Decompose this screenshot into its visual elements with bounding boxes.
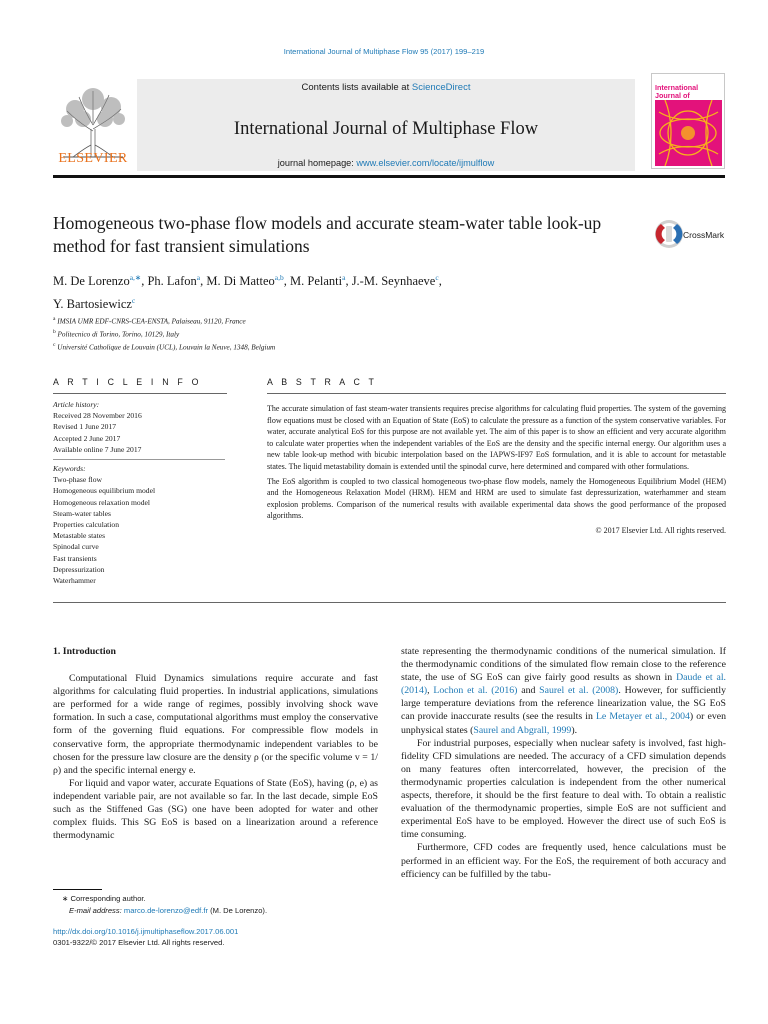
affiliation-text: IMSIA UMR EDF-CNRS-CEA-ENSTA, Palaiseau, 91120, France [57,317,246,326]
article-info-heading: A R T I C L E I N F O [53,377,202,387]
keyword-item: Steam-water tables [53,508,111,518]
author-list [53,268,653,314]
issn-copyright-line: 0301-9322/© 2017 Elsevier Ltd. All rights reserved. [53,938,225,947]
article-history-label: Article history: [53,400,100,409]
body-paragraph: For liquid and vapor water, accurate Equations of State (EoS), having (ρ, e) as independent variable pair, are not available so far. In the last decade, simple EoS such as the Stiffened Gas (SG) one have been adopted for water and other complex fluids. This SG EoS is based on a linearization around a reference thermodynamic [53,777,378,842]
email-label: E-mail address: [69,905,124,915]
paper-title: Homogeneous two-phase flow models and accurate steam-water table look-up method for fast transient simulations [53,213,602,256]
author-affiliation-mark[interactable]: a [342,273,346,282]
affiliation-list [53,314,653,354]
journal-title: International Journal of Multiphase Flow [233,119,539,139]
body-text: and [517,685,540,697]
journal-homepage-line [137,158,635,168]
abstract-paragraph: The EoS algorithm is coupled to two classical homogeneous two-phase flow models, namely the Homogeneous Equilibrium Model (HEM) and the Homogeneous Relaxation Model (HRM). HEM and HRM are used to simulate fast depressurization, waterhammer and steam explosion problems. Comparison of the numerical results with available experimental data shows the good performance of the proposed algorithms. [267,476,726,521]
affiliation-item [53,340,653,353]
masthead-divider [53,175,725,178]
journal-cover-thumbnail[interactable] [651,73,725,169]
history-item: Available online 7 June 2017 [53,444,142,454]
reference-link[interactable]: Saurel et al. (2008) [539,685,619,697]
reference-link[interactable]: Daude et al. (2014) [401,672,726,697]
article-info-divider [53,459,225,460]
body-column-right [401,645,726,881]
author-affiliation-mark[interactable]: a,b [274,273,284,282]
elsevier-wordmark: ELSEVIER [58,151,128,166]
body-paragraph [401,645,726,737]
body-paragraph: Computational Fluid Dynamics simulations require accurate and fast algorithms for calculating fluid properties. In industrial applications, simulations are performed for a wide range of regimes, possibly involving shock wave formation. In such a case, computational algorithms must employ the conservative form of the governing fluid equations. For compressible flow models in conservative form, the appropriate thermodynamic independent variables to be chosen for the pressure law closure are the density ρ (or the specific volume v = 1/ρ) and the specific internal energy e. [53,673,378,776]
crossmark-label[interactable]: CrossMark [683,230,725,240]
reference-link[interactable]: Le Metayer et al., 2004 [595,711,690,723]
journal-header-box [137,79,635,171]
author-name[interactable]: M. De Lorenzo [53,274,130,289]
affiliation-text: Politecnico di Torino, Torino, 10129, Italy [57,330,180,339]
journal-homepage-link[interactable]: www.elsevier.com/locate/ijmulflow [356,158,495,168]
author-affiliation-mark[interactable]: c [435,273,439,282]
keyword-item: Metastable states [53,531,106,541]
article-info-panel [53,399,233,586]
email-note [53,905,378,917]
footnote-marker: ∗ [62,894,69,903]
reference-link[interactable]: Saurel and Abgrall, 1999 [473,724,572,736]
article-info-rule [53,393,227,394]
body-text: state representing the thermodynamic conditions of the numerical simulation. If the thermodynamic conditions of the simulated flow remain close to the reference state, the use of SG EoS can give fairly good results as shown in [401,646,726,684]
affiliation-item [53,327,653,340]
corresponding-author-note [53,893,378,905]
abstract-heading: A B S T R A C T [267,377,378,387]
contents-prefix: Contents lists available at [301,82,412,93]
keyword-item: Spinodal curve [53,542,99,552]
abstract-bottom-rule [53,602,726,603]
journal-masthead [53,73,725,173]
affiliation-key: b [53,329,56,336]
author-separator: , [345,274,352,289]
keyword-item: Homogeneous equilibrium model [53,486,156,496]
email-link[interactable]: marco.de-lorenzo@edf.fr [123,905,208,915]
history-item: Accepted 2 June 2017 [53,433,121,443]
abstract-body [267,403,726,537]
keyword-item: Homogeneous relaxation model [53,497,151,507]
section-heading-introduction: 1. Introduction [53,646,116,657]
crossmark-icon[interactable] [653,218,685,250]
keyword-item: Two-phase flow [53,475,103,485]
author-name[interactable]: J.-M. Seynhaeve [351,274,436,289]
abstract-rule [267,393,726,394]
history-item: Revised 1 June 2017 [53,422,117,432]
body-text: ). [571,724,578,736]
affiliation-key: c [53,342,56,349]
body-column-left [53,645,378,842]
author-affiliation-mark[interactable]: a,∗ [129,273,142,282]
email-suffix: (M. De Lorenzo). [207,905,268,915]
author-separator: , [200,274,207,289]
footnote-rule [53,889,102,890]
author-name[interactable]: Ph. Lafon [147,274,197,289]
body-paragraph: Furthermore, CFD codes are frequently used, hence calculations must be performed in an efficient way. For the EoS, the requirement of both accuracy and efficiency can be fulfilled by the tabu- [401,842,726,880]
doi-block [53,926,378,948]
doi-link[interactable]: http://dx.doi.org/10.1016/j.ijmultiphaseflow.2017.06.001 [53,927,239,936]
author-separator: , [438,274,442,289]
body-text: , [427,685,434,697]
author-name[interactable]: M. Pelanti [290,274,343,289]
abstract-copyright: © 2017 Elsevier Ltd. All rights reserved. [595,525,726,535]
cover-art-image [655,100,722,166]
author-name[interactable]: Y. Bartosiewicz [53,297,132,312]
keyword-item: Waterhammer [53,576,96,586]
contents-available-line [137,82,635,93]
body-paragraph: For industrial purposes, especially when nuclear safety is involved, fast high-fidelity CFD simulations are needed. The accuracy of a CFD simulation depends on many features often intercorrelated, however, the precision of the thermodynamic properties calculation is independent from the other numerical aspects, therefore, it should be the first feature to deal with. To obtain a realistic evaluation of the thermodynamic properties, simple EoS are not sufficient and experimental EoS have to be employed. However the direct use of such EoS is time consuming. [401,737,726,841]
body-text: . However, for sufficiently large temperature deviations from the reference linearization value, the SG EoS can provide inaccurate results (see the results in [401,685,726,723]
affiliation-item [53,314,653,327]
affiliation-key: a [53,316,56,322]
author-name[interactable]: M. Di Matteo [206,274,275,289]
cover-title: International Journal of [655,83,699,100]
homepage-prefix: journal homepage: [277,158,357,168]
history-item: Received 28 November 2016 [53,411,142,421]
author-separator: , [283,274,290,289]
sciencedirect-link[interactable]: ScienceDirect [411,82,471,93]
keywords-label: Keywords: [53,464,86,474]
keyword-item: Properties calculation [53,520,120,530]
abstract-paragraph: The accurate simulation of fast steam-water transients requires precise algorithms for calculating fluid properties. The system of the governing flow equations must be closed with an Equation of State (EoS) to calculate the pressure as a function of the system conservative variables. For water, accurate analytical EoS for this purpose are not available yet. The aim of this paper is to show an efficient and very accurate algorithm to calculate water properties when the independent variables of the EoS are the density and the specific internal energy. Our algorithm uses a new table look-up method with bicubic interpolation based on the IAPWS-IF97 EoS formulation, and it is able to account for metastable states. The liquid metastability domain is extended until the spinodal curve, here determined and compared with other formulations. [267,404,726,471]
footnotes [53,893,378,916]
keyword-item: Depressurization [53,564,105,574]
reference-link[interactable]: Lochon et al. (2016) [433,685,518,697]
journal-citation-link[interactable]: International Journal of Multiphase Flow 95 (2017) 199–219 [283,47,485,56]
footnote-text: Corresponding author. [70,894,146,903]
affiliation-text: Université Catholique de Louvain (UCL), Louvain la Neuve, 1348, Belgium [57,343,276,352]
author-affiliation-mark[interactable]: a [196,273,201,282]
author-separator: , [141,274,148,289]
body-text: ) or even unphysical states ( [401,711,726,736]
keyword-item: Fast transients [53,553,97,563]
author-affiliation-mark[interactable]: c [131,296,136,306]
